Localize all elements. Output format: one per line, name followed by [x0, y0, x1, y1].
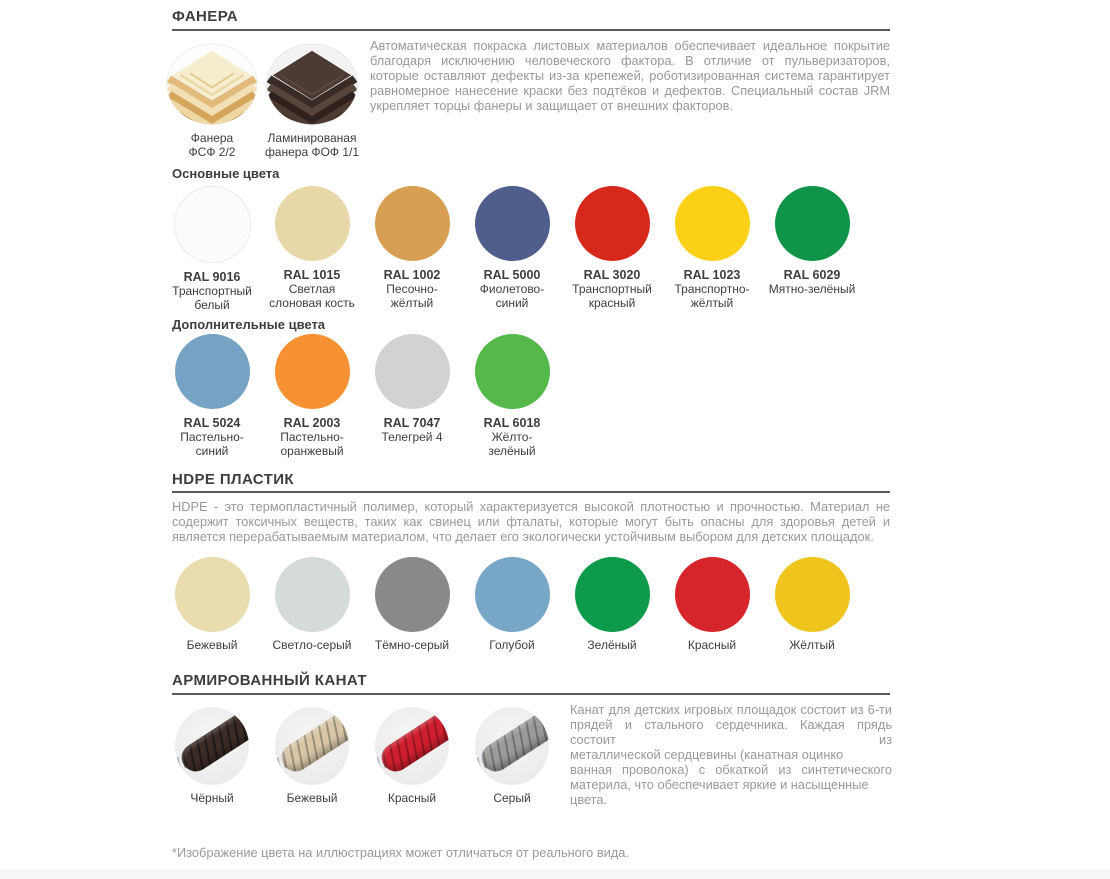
- color-name: Бежевый: [186, 638, 238, 652]
- rope-description-line: прядей и стального сердечника. Каждая прядь состоит из: [570, 717, 892, 747]
- main-colors-row: [162, 186, 862, 312]
- color-circle: [475, 557, 550, 632]
- plywood-sample-label: ФСФ 2/2: [188, 145, 236, 159]
- color-circle: [375, 186, 450, 261]
- color-code: RAL 5000: [483, 268, 541, 282]
- color-swatch: [662, 186, 762, 312]
- plywood-sample-caption: [189, 131, 236, 159]
- color-code: RAL 1015: [283, 268, 341, 282]
- color-swatch: [762, 186, 862, 312]
- plywood-sample-label: Фанера: [190, 131, 234, 145]
- plywood-section-title: ФАНЕРА: [172, 8, 239, 25]
- color-name: Транспортно-: [674, 282, 750, 296]
- rope-strands: [176, 707, 249, 777]
- color-code: RAL 1023: [683, 268, 741, 282]
- color-name: Пастельно-: [180, 430, 244, 444]
- color-name: жёлтый: [390, 295, 434, 310]
- color-code: RAL 6018: [483, 416, 541, 430]
- color-code: RAL 2003: [283, 416, 341, 430]
- rope-photo-icon: [475, 707, 549, 785]
- rope-section-divider: [172, 693, 890, 695]
- color-swatch: [262, 557, 362, 653]
- rope-sample: [362, 707, 462, 806]
- color-circle: [175, 334, 250, 409]
- plywood-sample-fof: [262, 42, 362, 159]
- laminated-plywood-stack-photo-icon: [265, 42, 359, 126]
- color-swatch: [162, 557, 262, 653]
- color-circle: [575, 186, 650, 261]
- color-code: RAL 7047: [383, 416, 441, 430]
- color-name: оранжевый: [280, 443, 344, 458]
- rope-photo-icon: [275, 707, 349, 785]
- color-circle: [174, 186, 251, 263]
- hdpe-description: HDPE - это термопластичный полимер, который характеризуется высокой плотностью и прочностью. Материал не содержит токсичных веществ, таких как свинец или фталаты, которые могут быть опасны для здоровья детей и является перерабатываемым материалом, что делает его экологически устойчивым выбором для детских площадок.: [172, 499, 890, 544]
- color-circle: [475, 334, 550, 409]
- rope-strands: [476, 707, 549, 777]
- rope-color-label: Чёрный: [190, 791, 234, 805]
- rope-photo-icon: [175, 707, 249, 785]
- color-name: Фиолетово-: [479, 282, 545, 296]
- color-swatch: [362, 186, 462, 312]
- color-name: красный: [588, 295, 636, 310]
- color-name: Мятно-зелёный: [768, 282, 856, 296]
- color-name: белый: [194, 297, 230, 312]
- hdpe-section-divider: [172, 491, 890, 493]
- plywood-section-divider: [172, 29, 890, 31]
- bottom-strip: [0, 869, 1110, 879]
- color-circle: [175, 557, 250, 632]
- rope-description: [570, 702, 892, 807]
- color-swatch: [462, 186, 562, 312]
- color-swatch: [762, 557, 862, 653]
- color-code: RAL 5024: [183, 416, 241, 430]
- hdpe-section-title: HDPE ПЛАСТИК: [172, 471, 294, 488]
- plywood-description: Автоматическая покраска листовых материалов обеспечивает идеальное покрытие благодаря исключению человеческого фактора. В отличие от пульверизаторов, которые оставляют дефекты из-за крепежей, роботизированная система гарантирует равномерное нанесение краски без подтёков и дефектов. Специальный состав JRM укрепляет торцы фанеры и защищает от внешних факторов.: [370, 38, 890, 113]
- rope-description-line: металлической сердцевины (канатная оцинко: [570, 747, 844, 762]
- color-circle: [275, 557, 350, 632]
- color-circle: [675, 186, 750, 261]
- color-swatch: [462, 557, 562, 653]
- color-swatch: [262, 334, 362, 458]
- rope-description-line: ванная проволока) с обкаткой из синтетического: [570, 762, 892, 777]
- color-swatch: [262, 186, 362, 312]
- color-circle: [775, 186, 850, 261]
- rope-color-label: Красный: [387, 791, 437, 805]
- color-name: Пастельно-: [280, 430, 344, 444]
- color-name: Зелёный: [587, 638, 637, 652]
- color-circle: [375, 557, 450, 632]
- color-name: слоновая кость: [269, 295, 355, 310]
- color-circle: [575, 557, 650, 632]
- rope-color-label: Бежевый: [286, 791, 338, 805]
- color-name: Телегрей 4: [381, 430, 443, 444]
- footnote: *Изображение цвета на иллюстрациях может отличаться от реального вида.: [172, 845, 629, 860]
- hdpe-colors-row: [162, 557, 862, 653]
- plywood-sample-caption: [265, 131, 359, 159]
- color-name: Красный: [687, 638, 737, 652]
- color-circle: [475, 186, 550, 261]
- color-name: жёлтый: [690, 295, 734, 310]
- rope-strands: [376, 707, 449, 777]
- color-swatch: [162, 186, 262, 312]
- color-code: RAL 1002: [383, 268, 441, 282]
- color-swatch: [362, 334, 462, 458]
- color-name: Жёлтый: [789, 638, 835, 652]
- color-name: Песочно-: [386, 282, 438, 296]
- color-code: RAL 3020: [583, 268, 641, 282]
- color-swatch: [362, 557, 462, 653]
- color-code: RAL 9016: [183, 270, 241, 284]
- rope-sample: [262, 707, 362, 806]
- color-name: Светлая: [288, 282, 336, 296]
- color-name: Транспортный: [572, 282, 652, 296]
- rope-description-line: материла, что обеспечивает яркие и насыщенные цвета.: [570, 777, 869, 807]
- color-swatch: [562, 557, 662, 653]
- color-code: RAL 6029: [783, 268, 841, 282]
- color-swatch: [562, 186, 662, 312]
- plywood-sample-label: фанера ФОФ 1/1: [264, 145, 360, 159]
- color-swatch: [662, 557, 762, 653]
- color-name: Жёлто-: [491, 430, 533, 444]
- plywood-stack-photo-icon: [165, 42, 259, 126]
- color-name: Светло-серый: [272, 638, 352, 652]
- color-circle: [675, 557, 750, 632]
- plywood-sample-label: Ламинированая: [267, 131, 357, 145]
- color-swatch: [462, 334, 562, 458]
- rope-sample: [162, 707, 262, 806]
- color-name: зелёный: [488, 443, 536, 458]
- additional-colors-title: Дополнительные цвета: [172, 317, 326, 332]
- plywood-sample-fsf: [162, 42, 262, 159]
- color-name: Голубой: [489, 638, 535, 652]
- rope-sample: [462, 707, 562, 806]
- color-swatch: [162, 334, 262, 458]
- rope-strands: [276, 707, 349, 777]
- main-colors-title: Основные цвета: [172, 166, 280, 181]
- color-name: Транспортный: [172, 284, 252, 298]
- rope-color-label: Серый: [493, 791, 531, 805]
- color-name: синий: [195, 443, 229, 458]
- rope-colors-row: [162, 707, 562, 806]
- color-name: Тёмно-серый: [374, 638, 450, 652]
- plywood-samples: [162, 42, 372, 159]
- color-circle: [775, 557, 850, 632]
- rope-description-line: Канат для детских игровых площадок состоит из 6-ти: [570, 702, 892, 717]
- additional-colors-row: [162, 334, 562, 458]
- color-circle: [275, 334, 350, 409]
- rope-section-title: АРМИРОВАННЫЙ КАНАТ: [172, 672, 367, 689]
- color-circle: [275, 186, 350, 261]
- color-name: синий: [495, 295, 529, 310]
- color-circle: [375, 334, 450, 409]
- rope-photo-icon: [375, 707, 449, 785]
- catalog-page: [172, 0, 890, 879]
